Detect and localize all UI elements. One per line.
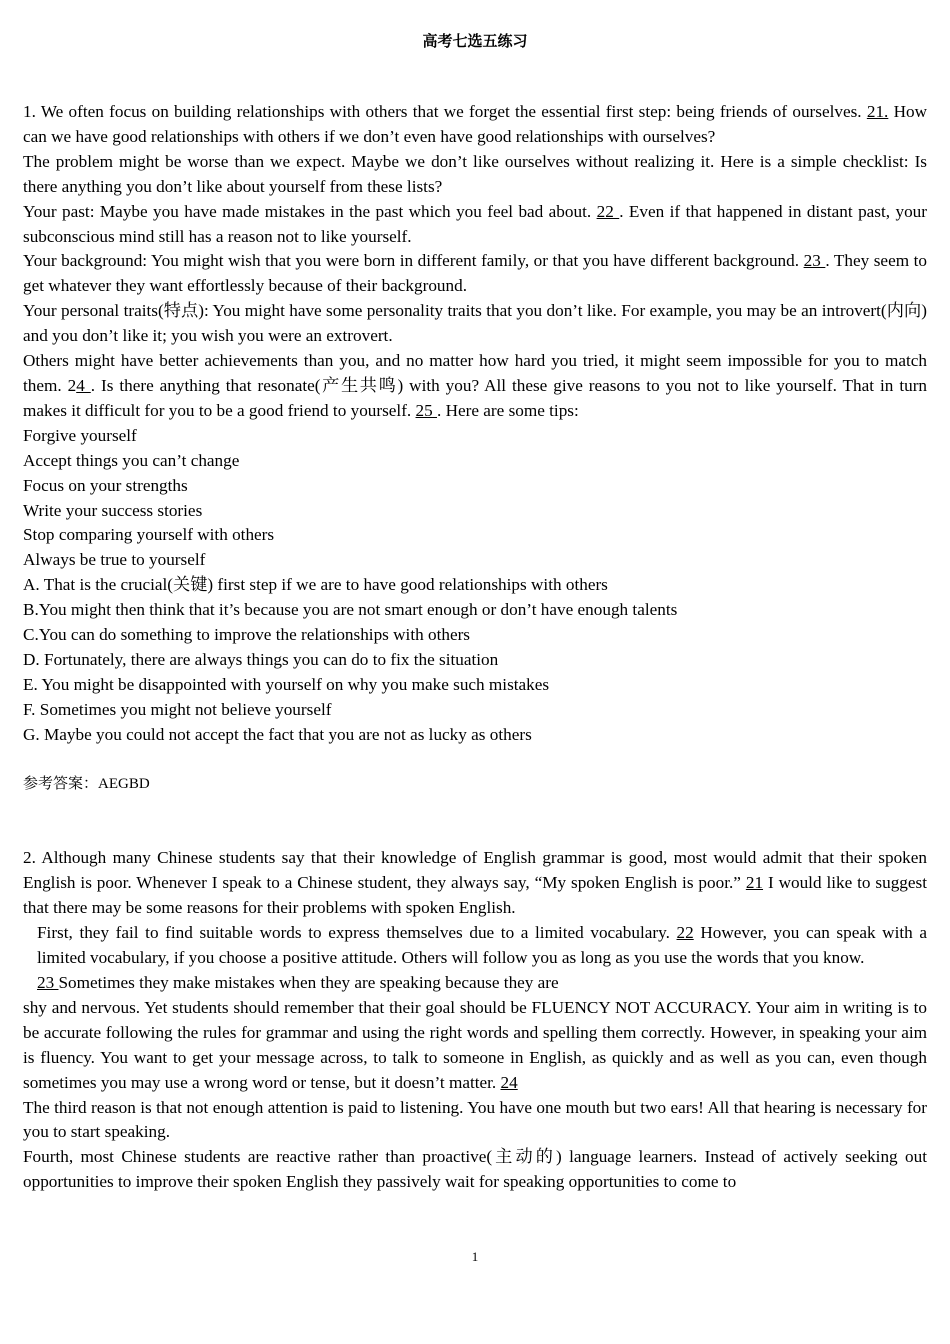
passage2-paragraph-3: 23 Sometimes they make mistakes when they are speaking because they are bbox=[37, 973, 559, 992]
tip-item: Stop comparing yourself with others bbox=[23, 525, 275, 545]
tip-item: Accept things you can’t change bbox=[23, 450, 240, 470]
blank-23: 23 bbox=[803, 251, 826, 271]
option-f: F. Sometimes you might not believe yourself bbox=[23, 699, 332, 719]
blank-24: 24 bbox=[500, 1072, 518, 1092]
blank-24: 4 bbox=[76, 375, 91, 395]
passage2-paragraph-1: 2. Although many Chinese students say that their knowledge of English grammar is good, most would admit that their spoken English is poor. Whenever I speak to a Chinese student, they always say, “My spoken English is poor.” 21 I would like to suggest that there may be some reasons for their problems with spoken English. bbox=[23, 848, 927, 918]
blank-23: 23 bbox=[37, 973, 59, 992]
blank-25: 25 bbox=[415, 400, 438, 420]
tip-item: Always be true to yourself bbox=[23, 550, 206, 570]
section-spacer bbox=[23, 796, 927, 846]
tip-item: Forgive yourself bbox=[23, 425, 137, 445]
passage1-paragraph-1: 1. We often focus on building relationships with others that we forget the essential first step: being friends of ourselves. 21. How can we have good relationships with others if we don’t even have good relationships with ourselves? bbox=[23, 102, 927, 146]
answer-key: 参考答案：AEGBD bbox=[23, 775, 150, 792]
tip-item: Focus on your strengths bbox=[23, 475, 188, 495]
passage2-paragraph-2: First, they fail to find suitable words to express themselves due to a limited vocabulary. 22 However, you can speak with a limited vocabulary, if you choose a positive attitude. Others will follow you as long as you use the words that you know. bbox=[37, 923, 927, 968]
blank-21: 21 bbox=[745, 873, 764, 893]
passage2-paragraph-4: shy and nervous. Yet students should remember that their goal should be FLUENCY NOT ACCURACY. Your aim in writing is to be accurate following the rules for grammar and using the right words and spelling them correctly. However, in speaking your aim is fluency. You want to get your message across, to talk to someone in English, as quickly and as well as you can, even though sometimes you may use a wrong word or tense, but it doesn’t matter. 24 bbox=[23, 997, 927, 1092]
blank-22: 22 bbox=[596, 201, 620, 221]
option-d: D. Fortunately, there are always things you can do to fix the situation bbox=[23, 649, 499, 669]
option-e: E. You might be disappointed with yourself on why you make such mistakes bbox=[23, 674, 550, 694]
option-g: G. Maybe you could not accept the fact that you are not as lucky as others bbox=[23, 724, 532, 744]
passage2-paragraph-5: The third reason is that not enough attention is paid to listening. You have one mouth but two ears! All that hearing is necessary for you to start speaking. bbox=[23, 1097, 927, 1142]
passage1-paragraph-3: Your past: Maybe you have made mistakes in the past which you feel bad about. 22 . Even if that happened in distant past, your subconscious mind still has a reason not to like yourself. bbox=[23, 201, 927, 246]
option-a: A. That is the crucial(关键) first step if we are to have good relationships with others bbox=[23, 575, 608, 595]
passage1-paragraph-5: Your personal traits(特点): You might have some personality traits that you don’t like. For example, you may be an introvert(内向) and you don’t like it; you wish you were an extrovert. bbox=[23, 301, 927, 346]
passage1-paragraph-6: Others might have better achievements than you, and no matter how hard you tried, it might seem impossible for you to match them. 24 . Is there anything that resonate(产生共鸣) with you? All these give reasons to you not to like yourself. That in turn makes it difficult for you to be a good friend to yourself. 25 . Here are some tips: bbox=[23, 351, 928, 420]
blank-21: 21. bbox=[866, 102, 889, 121]
document-body bbox=[23, 100, 927, 1195]
blank-22: 22 bbox=[676, 923, 694, 943]
passage1-paragraph-2: The problem might be worse than we expect. Maybe we don’t like ourselves without realizing it. Here is a simple checklist: Is there anything you don’t like about yourself from these lists? bbox=[23, 151, 927, 196]
passage1-paragraph-4: Your background: You might wish that you were born in different family, or that you have different background. 23 . They seem to get whatever they want effortlessly because of their background. bbox=[23, 251, 927, 296]
option-b: B.You might then think that it’s because you are not smart enough or don’t have enough talents bbox=[23, 600, 678, 620]
option-c: C.You can do something to improve the relationships with others bbox=[23, 625, 470, 645]
tip-item: Write your success stories bbox=[23, 500, 203, 520]
page-number: 1 bbox=[471, 1249, 479, 1264]
page-title: 高考七选五练习 bbox=[422, 32, 528, 50]
passage2-paragraph-6: Fourth, most Chinese students are reactive rather than proactive(主动的) language learners. Instead of actively seeking out opportunities to improve their spoken English they passively wait for speaking opportunities to come to bbox=[23, 1147, 927, 1192]
